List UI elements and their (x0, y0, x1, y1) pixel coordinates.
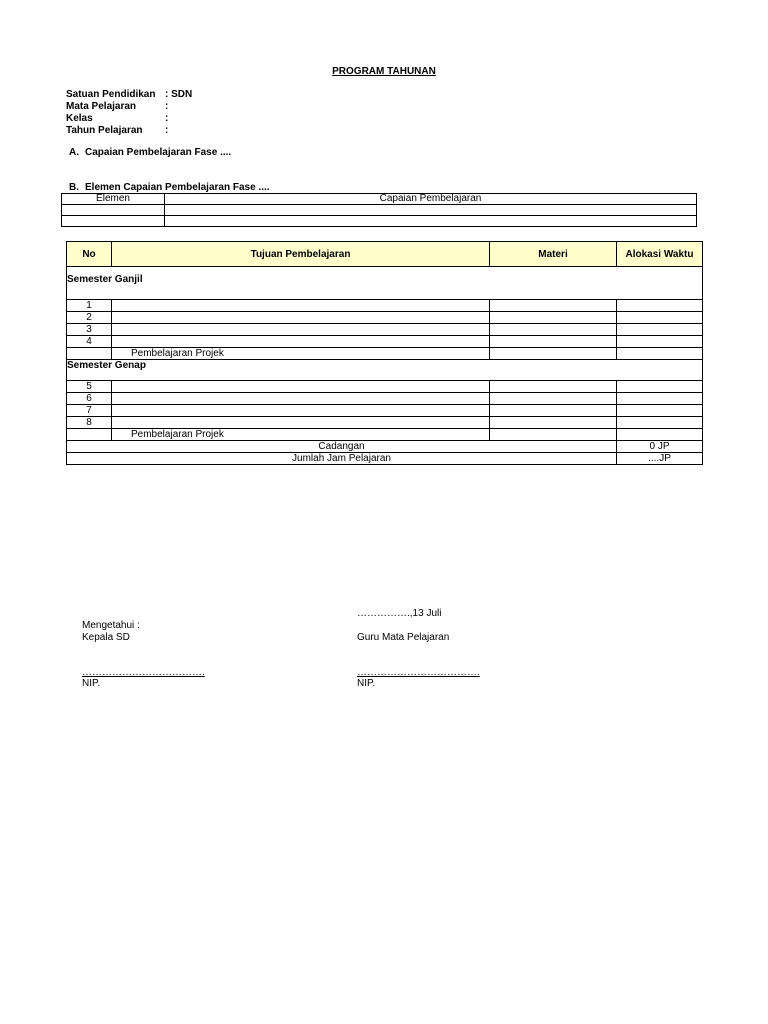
row-number: 1 (67, 300, 112, 312)
row-number: 8 (67, 417, 112, 429)
table-cell[interactable] (112, 300, 490, 312)
semester-genap-label: Semester Genap (67, 360, 703, 381)
table-cell[interactable] (112, 393, 490, 405)
semester-row (67, 360, 703, 381)
table-cell[interactable] (490, 393, 617, 405)
section-letter: A. (69, 147, 79, 158)
table-cell[interactable] (617, 300, 703, 312)
signature-right-nip: NIP. (357, 678, 376, 689)
table-cell[interactable] (617, 324, 703, 336)
jumlah-row (67, 453, 703, 465)
row-number: 2 (67, 312, 112, 324)
column-header-capaian: Capaian Pembelajaran (165, 194, 697, 205)
row-number: 3 (67, 324, 112, 336)
table-row (62, 205, 697, 216)
section-text: Capaian Pembelajaran Fase .... (85, 147, 232, 158)
info-row (66, 113, 192, 125)
table-row (62, 216, 697, 227)
signature-date: …………….,13 Juli (357, 608, 442, 619)
signature-left-name-line: ………………………………. (82, 667, 205, 678)
semester-ganjil-label: Semester Ganjil (67, 267, 703, 300)
table-cell[interactable] (490, 300, 617, 312)
info-value: : (165, 125, 169, 136)
table-row (67, 405, 703, 417)
info-value: : (165, 101, 169, 112)
projek-label: Pembelajaran Projek (112, 348, 490, 360)
row-number: 4 (67, 336, 112, 348)
column-header-alokasi: Alokasi Waktu (617, 242, 703, 267)
signature-right-name-line: ………………………………. (357, 667, 480, 678)
info-value: : (165, 113, 169, 124)
projek-label: Pembelajaran Projek (112, 429, 490, 441)
elemen-table (61, 193, 697, 227)
info-row (66, 101, 192, 113)
table-cell[interactable] (62, 216, 165, 227)
table-cell[interactable] (112, 405, 490, 417)
table-cell[interactable] (490, 348, 617, 360)
table-row (67, 300, 703, 312)
table-row (67, 336, 703, 348)
table-cell[interactable] (490, 429, 617, 441)
section-a-heading (69, 147, 231, 158)
info-row (66, 125, 192, 137)
table-cell (67, 348, 112, 360)
table-cell[interactable] (112, 381, 490, 393)
table-row (67, 348, 703, 360)
table-cell[interactable] (112, 417, 490, 429)
signature-left-nip: NIP. (82, 678, 101, 689)
signature-left-role: Kepala SD (82, 632, 130, 643)
table-cell (67, 429, 112, 441)
table-row (67, 393, 703, 405)
table-row (67, 429, 703, 441)
info-value: : SDN (165, 89, 193, 100)
column-header-elemen: Elemen (62, 194, 165, 205)
info-label: Mata Pelajaran (66, 101, 137, 112)
table-cell[interactable] (62, 205, 165, 216)
semester-row (67, 267, 703, 300)
table-cell[interactable] (617, 429, 703, 441)
table-cell[interactable] (490, 312, 617, 324)
identity-block (66, 89, 192, 137)
cadangan-row (67, 441, 703, 453)
table-cell[interactable] (490, 417, 617, 429)
table-row (67, 417, 703, 429)
table-row (67, 312, 703, 324)
table-cell[interactable] (617, 405, 703, 417)
table-cell[interactable] (490, 381, 617, 393)
table-row (67, 324, 703, 336)
section-text: Elemen Capaian Pembelajaran Fase .... (85, 182, 270, 193)
table-cell[interactable] (112, 336, 490, 348)
jumlah-value: ....JP (617, 453, 703, 465)
table-cell[interactable] (490, 336, 617, 348)
table-cell[interactable] (617, 417, 703, 429)
table-cell[interactable] (490, 324, 617, 336)
table-row (67, 381, 703, 393)
table-cell[interactable] (617, 348, 703, 360)
section-letter: B. (69, 182, 79, 193)
info-label: Tahun Pelajaran (66, 125, 143, 136)
table-cell[interactable] (617, 393, 703, 405)
section-b-heading (69, 182, 270, 193)
cadangan-value: 0 JP (617, 441, 703, 453)
table-cell[interactable] (617, 381, 703, 393)
page-title: PROGRAM TAHUNAN (332, 66, 436, 77)
table-cell[interactable] (165, 216, 697, 227)
cadangan-label: Cadangan (67, 441, 617, 453)
table-cell[interactable] (165, 205, 697, 216)
table-cell[interactable] (617, 336, 703, 348)
column-header-no: No (67, 242, 112, 267)
row-number: 5 (67, 381, 112, 393)
table-cell[interactable] (617, 312, 703, 324)
column-header-tujuan: Tujuan Pembelajaran (112, 242, 490, 267)
column-header-materi: Materi (490, 242, 617, 267)
jumlah-label: Jumlah Jam Pelajaran (67, 453, 617, 465)
info-label: Satuan Pendidikan (66, 89, 156, 100)
table-cell[interactable] (112, 312, 490, 324)
table-row (62, 194, 697, 205)
info-row (66, 89, 192, 101)
signature-right-role: Guru Mata Pelajaran (357, 632, 450, 643)
row-number: 6 (67, 393, 112, 405)
program-table (66, 241, 703, 465)
table-cell[interactable] (112, 324, 490, 336)
info-label: Kelas (66, 113, 93, 124)
table-header-row (67, 242, 703, 267)
row-number: 7 (67, 405, 112, 417)
signature-left-heading: Mengetahui : (82, 620, 140, 631)
table-cell[interactable] (490, 405, 617, 417)
